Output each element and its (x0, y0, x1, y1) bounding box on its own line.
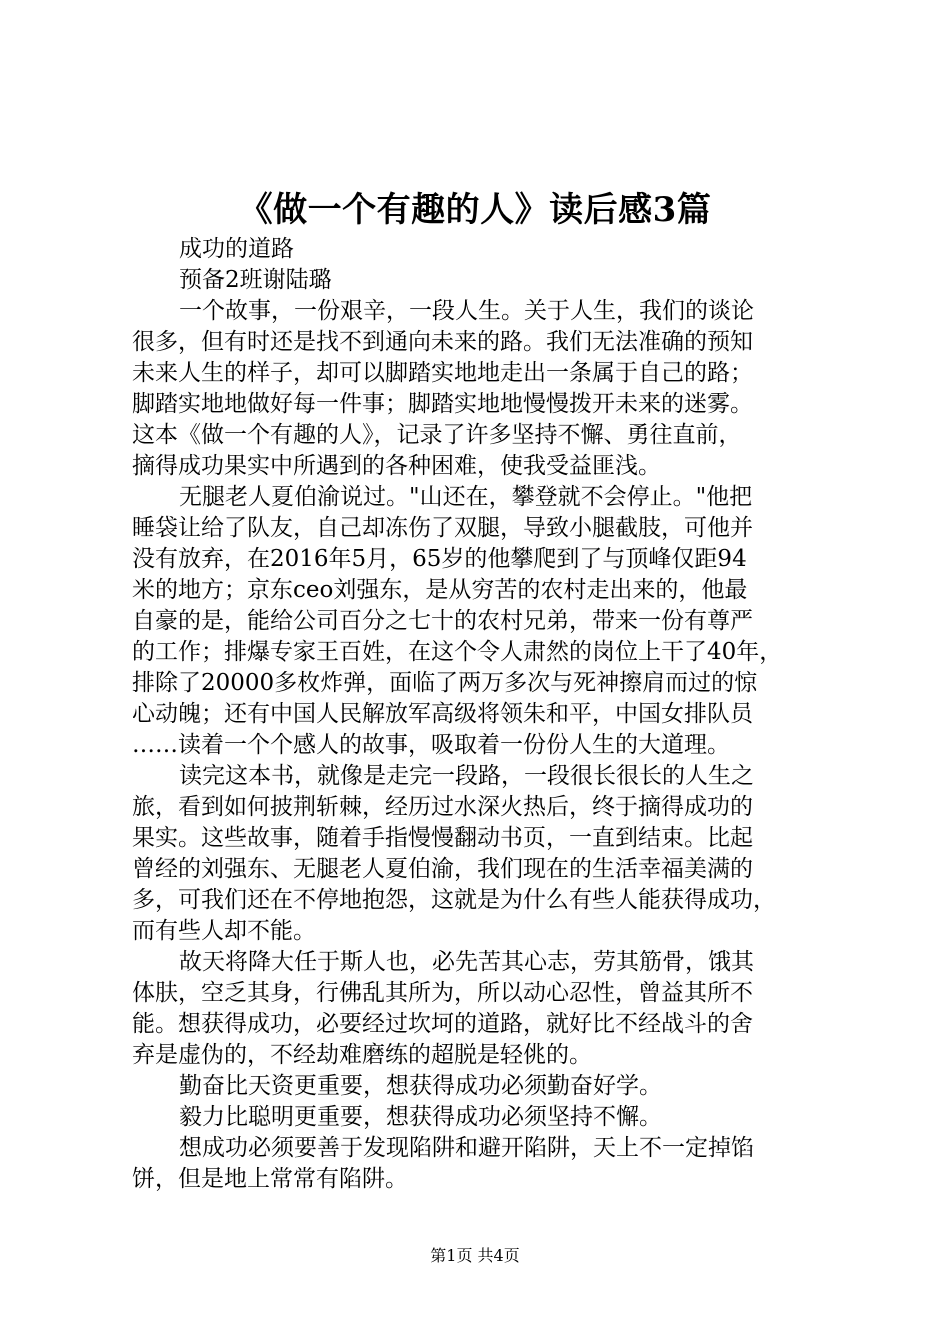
text-line: 果实。这些故事，随着手指慢慢翻动书页，一直到结束。比起 (132, 825, 753, 851)
text-line: 而有些人却不能。 (132, 918, 316, 944)
text-line: 旅，看到如何披荆斩棘，经历过水深火热后，终于摘得成功的 (132, 794, 753, 820)
text-line: 米的地方；京东ceo刘强东，是从穷苦的农村走出来的，他最 (132, 577, 748, 603)
text-line: 读完这本书，就像是走完一段路，一段很长很长的人生之 (179, 763, 754, 789)
text-line: 毅力比聪明更重要，想获得成功必须坚持不懈。 (179, 1104, 662, 1130)
text-line: 想成功必须要善于发现陷阱和避开陷阱，天上不一定掉馅 (179, 1135, 754, 1161)
document-title: 《做一个有趣的人》读后感3篇 (238, 190, 712, 230)
page-footer: 第1页 共4页 (430, 1246, 520, 1265)
text-line: 睡袋让给了队友，自己却冻伤了双腿，导致小腿截肢，可他并 (132, 515, 753, 541)
text-line: 多，可我们还在不停地抱怨，这就是为什么有些人能获得成功， (132, 887, 776, 913)
text-line: 心动魄；还有中国人民解放军高级将领朱和平，中国女排队员 (132, 701, 753, 727)
text-line: 摘得成功果实中所遇到的各种困难，使我受益匪浅。 (132, 453, 661, 479)
document-body (132, 234, 830, 1195)
text-line: 的工作；排爆专家王百姓，在这个令人肃然的岗位上干了40年， (132, 639, 783, 665)
text-line: 勤奋比天资更重要，想获得成功必须勤奋好学。 (179, 1073, 662, 1099)
text-line: 脚踏实地地做好每一件事；脚踏实地地慢慢拨开未来的迷雾。 (132, 391, 753, 417)
text-line: 无腿老人夏伯渝说过。"山还在，攀登就不会停止。"他把 (179, 484, 753, 510)
text-line: 没有放弃，在2016年5月，65岁的他攀爬到了与顶峰仅距94 (132, 546, 747, 572)
text-line: ……读着一个个感人的故事，吸取着一份份人生的大道理。 (132, 732, 730, 758)
text-line: 这本《做一个有趣的人》，记录了许多坚持不懈、勇往直前， (132, 422, 742, 448)
text-line: 排除了20000多枚炸弹，面临了两万多次与死神擦肩而过的惊 (132, 670, 758, 696)
text-line: 故天将降大任于斯人也，必先苦其心志，劳其筋骨，饿其 (179, 949, 754, 975)
text-line: 一个故事，一份艰辛，一段人生。关于人生，我们的谈论 (179, 298, 754, 324)
text-line: 饼，但是地上常常有陷阱。 (132, 1166, 408, 1192)
text-line: 预备2班谢陆璐 (179, 267, 332, 293)
text-line: 能。想获得成功，必要经过坎坷的道路，就好比不经战斗的舍 (132, 1011, 753, 1037)
text-line: 成功的道路 (179, 236, 294, 262)
text-line: 曾经的刘强东、无腿老人夏伯渝，我们现在的生活幸福美满的 (132, 856, 753, 882)
text-line: 自豪的是，能给公司百分之七十的农村兄弟，带来一份有尊严 (132, 608, 753, 634)
text-line: 弃是虚伪的，不经劫难磨练的超脱是轻佻的。 (132, 1042, 592, 1068)
text-line: 体肤，空乏其身，行佛乱其所为，所以动心忍性，曾益其所不 (132, 980, 753, 1006)
text-line: 很多，但有时还是找不到通向未来的路。我们无法准确的预知 (132, 329, 753, 355)
text-line: 未来人生的样子，却可以脚踏实地地走出一条属于自己的路； (132, 360, 753, 386)
